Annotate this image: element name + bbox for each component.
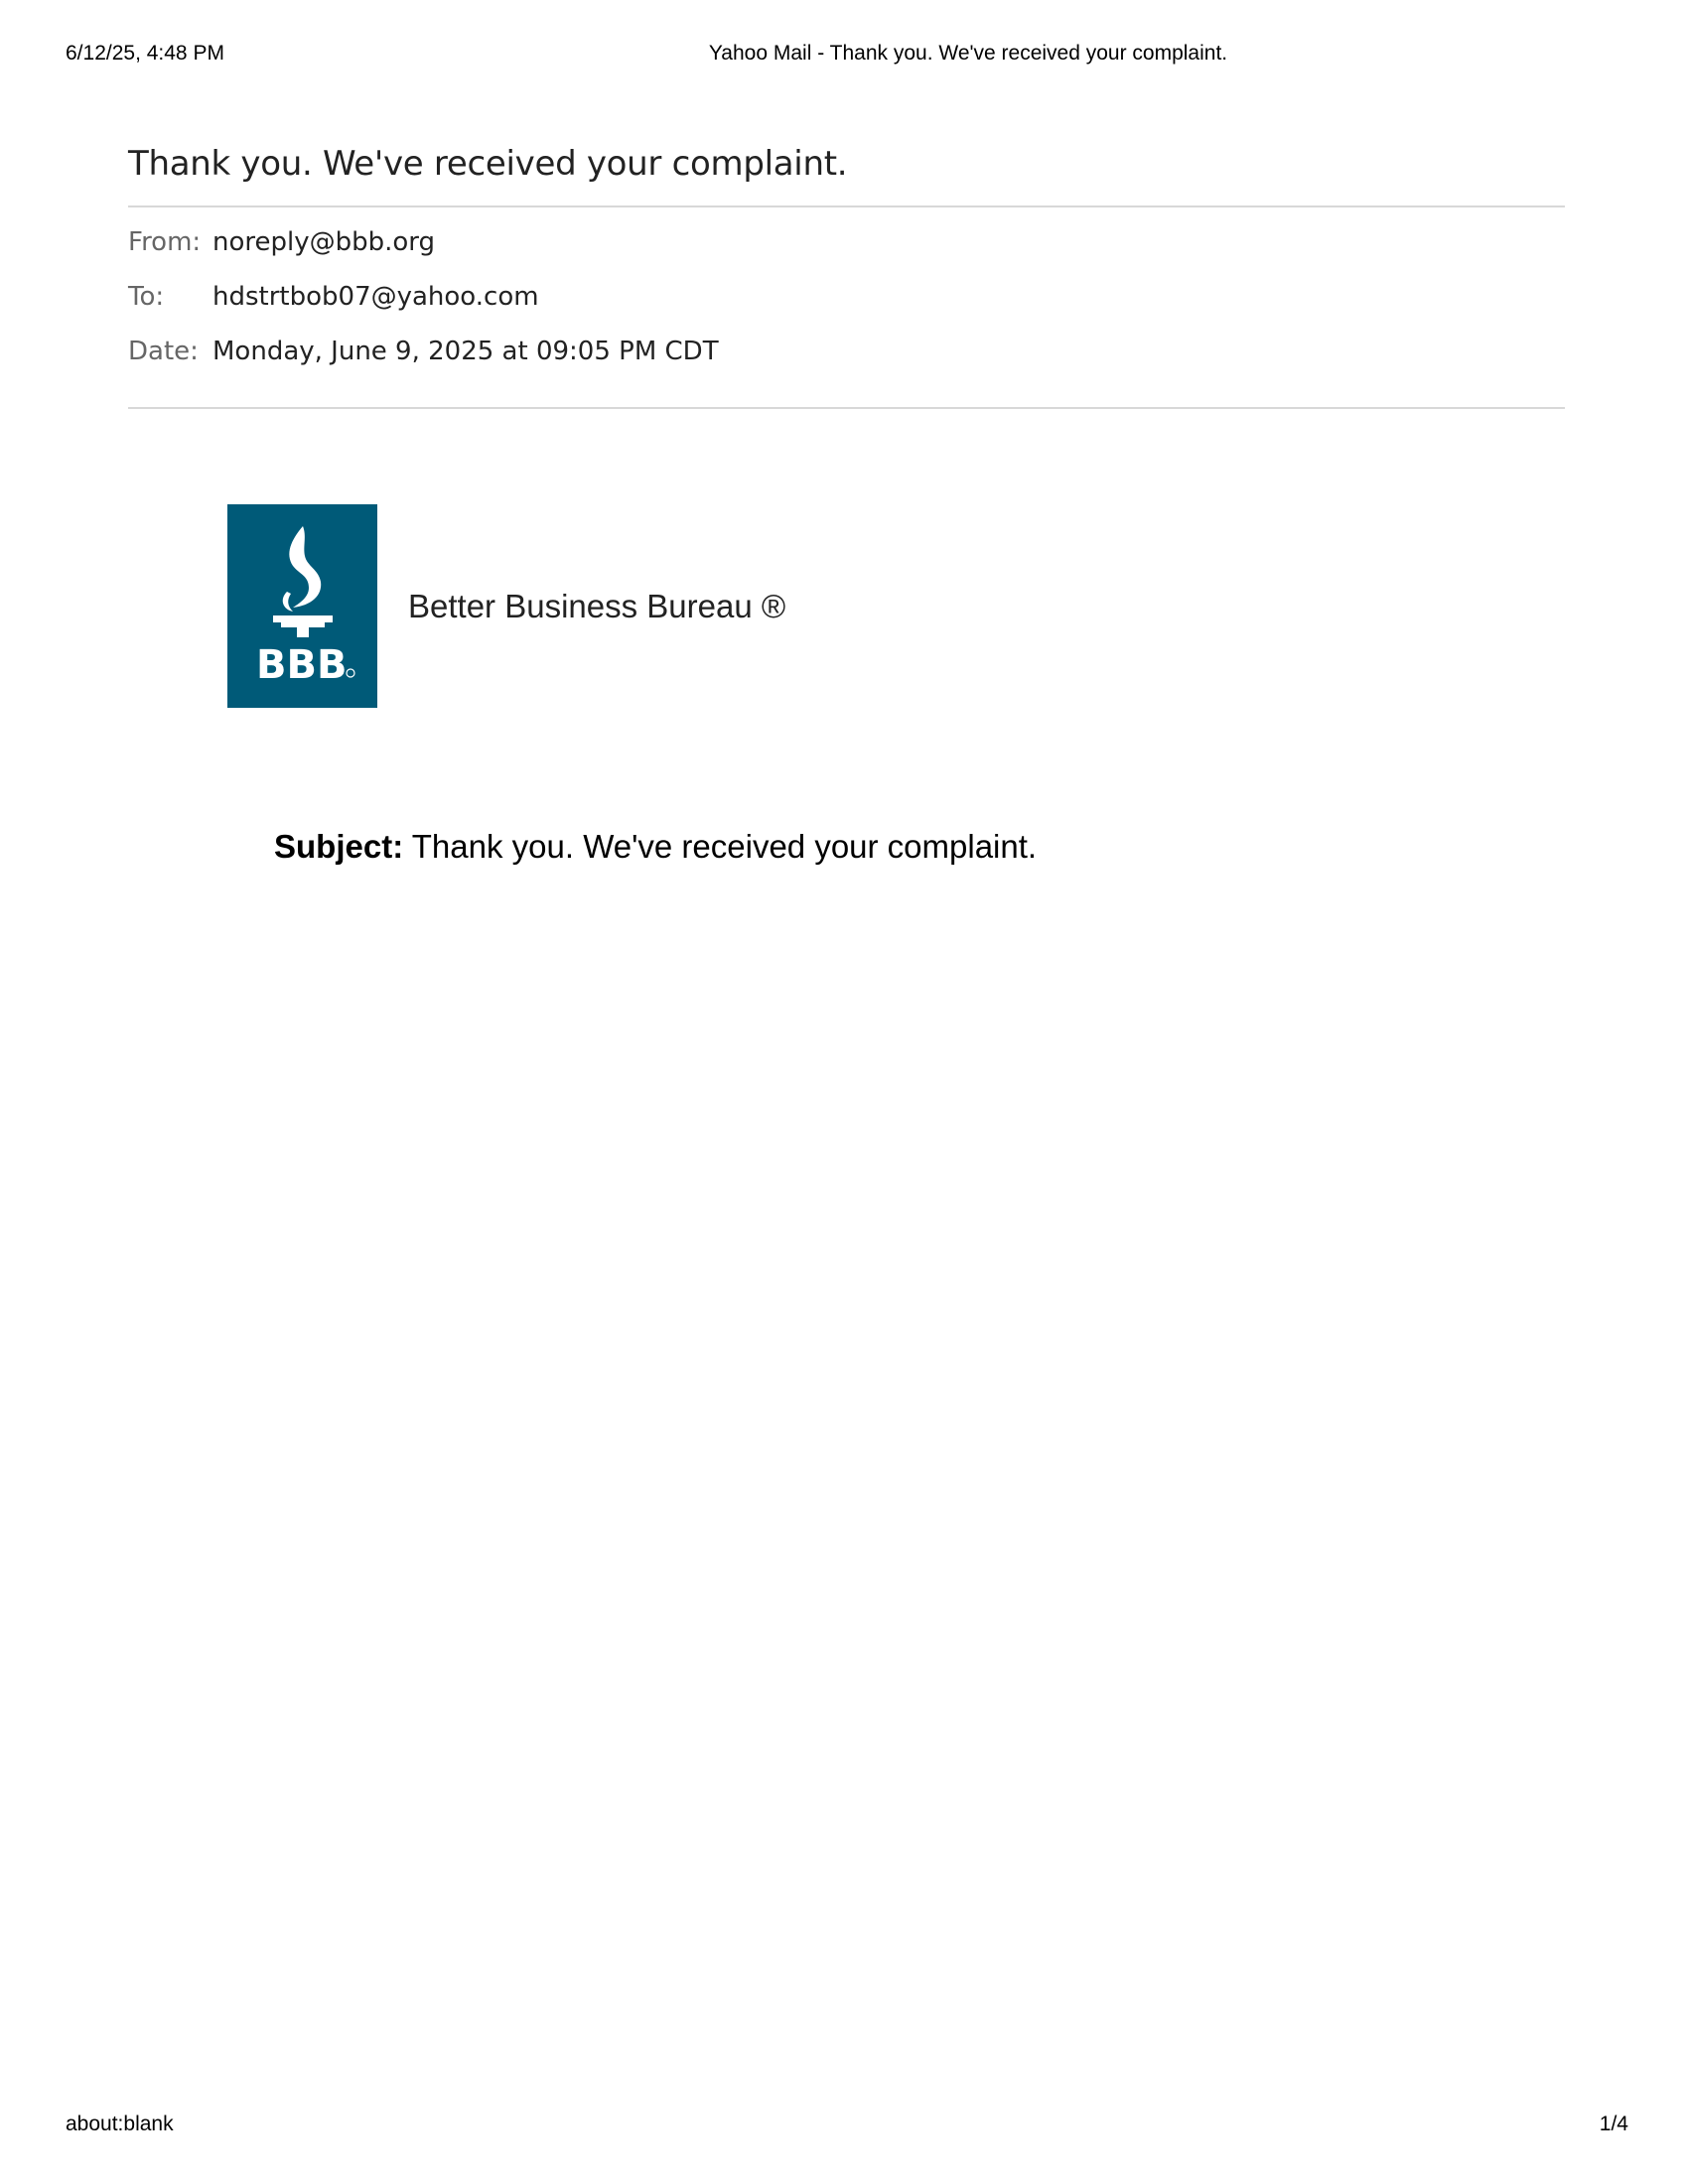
email-container	[128, 144, 1565, 409]
bbb-header	[227, 504, 785, 708]
date-value: Monday, June 9, 2025 at 09:05 PM CDT	[212, 337, 719, 366]
date-row	[128, 337, 1565, 391]
bbb-logo-text: BBB	[256, 642, 348, 688]
body-subject-text: Thank you. We've received your complaint.	[403, 828, 1038, 865]
bbb-org-name: Better Business Bureau ®	[408, 587, 786, 624]
bbb-logo	[227, 504, 377, 708]
print-footer-url: about:blank	[66, 2113, 174, 2135]
from-row	[128, 227, 1565, 282]
bbb-torch-icon	[227, 504, 377, 708]
to-value: hdstrtbob07@yahoo.com	[212, 282, 539, 312]
from-value: noreply@bbb.org	[212, 227, 436, 257]
email-subject: Thank you. We've received your complaint.	[128, 144, 1565, 207]
print-page-number: 1/4	[1599, 2113, 1628, 2135]
print-datetime: 6/12/25, 4:48 PM	[66, 42, 224, 65]
body-subject-label: Subject:	[274, 828, 404, 865]
to-row	[128, 282, 1565, 337]
from-label: From:	[128, 227, 202, 257]
print-title: Yahoo Mail - Thank you. We've received your complaint.	[708, 42, 1228, 65]
email-meta	[128, 207, 1565, 409]
date-label: Date:	[128, 337, 199, 366]
body-subject-line	[274, 828, 1037, 866]
to-label: To:	[128, 282, 165, 312]
